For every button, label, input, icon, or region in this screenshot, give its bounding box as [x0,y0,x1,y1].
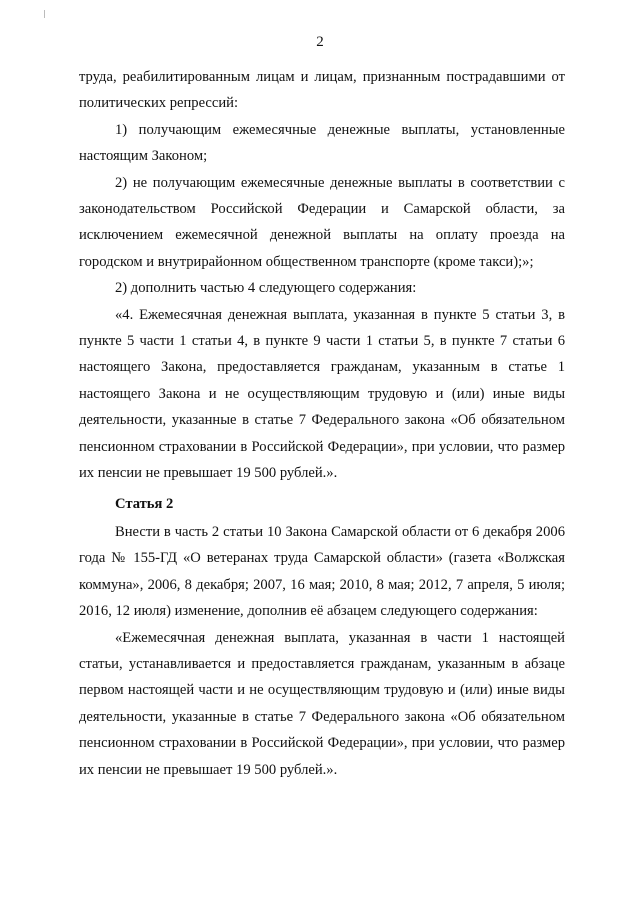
paragraph-article-2-quote: «Ежемесячная денежная выплата, указанная в части 1 настоящей статьи, устанавливается и предоставляется гражданам, указанным в абзаце первом настоящей части и не осуществляющим трудовую и (или) иные виды деятельности, указанные в статье 7 Федерального закона «Об обязательном пенсионном страховании в Российской Федерации», при условии, что размер их пенсии не превышает 19 500 рублей.». [79,629,565,778]
page-number: 2 [316,34,324,50]
paragraph-amendment-2: 2) дополнить частью 4 следующего содержания: [115,280,417,297]
document-body [79,64,565,783]
paragraph-item-1: 1) получающим ежемесячные денежные выплаты, установленные настоящим Законом; [79,121,565,165]
scan-margin-mark [44,10,45,18]
paragraph-continuation: труда, реабилитированным лицам и лицам, признанным пострадавшими от политических репрессий: [79,69,565,112]
article-2-heading: Статья 2 [115,495,174,512]
paragraph-item-2: 2) не получающим ежемесячные денежные выплаты в соответствии с законодательством Российской Федерации и Самарской области, за исключением ежемесячной денежной выплаты на оплату проезда на городском и внутрирайонном общественном транспорте (кроме такси);»; [79,174,565,270]
paragraph-part-4: «4. Ежемесячная денежная выплата, указанная в пункте 5 статьи 3, в пункте 5 части 1 статьи 4, в пункте 9 части 1 статьи 5, в пункте 7 статьи 6 настоящего Закона, предоставляется гражданам, указанным в статье 1 настоящего Закона и не осуществляющим трудовую и (или) иные виды деятельности, указанные в статье 7 Федерального закона «Об обязательном пенсионном страховании в Российской Федерации», при условии, что размер их пенсии не превышает 19 500 рублей.». [79,306,565,482]
paragraph-article-2-intro: Внести в часть 2 статьи 10 Закона Самарской области от 6 декабря 2006 года № 155-ГД «О ветеранах труда Самарской области» (газета «Волжская коммуна», 2006, 8 декабря; 2007, 16 мая; 2010, 8 мая; 2012, 7 апреля, 5 июля; 2016, 12 июля) изменение, дополнив её абзацем следующего содержания: [79,523,565,620]
